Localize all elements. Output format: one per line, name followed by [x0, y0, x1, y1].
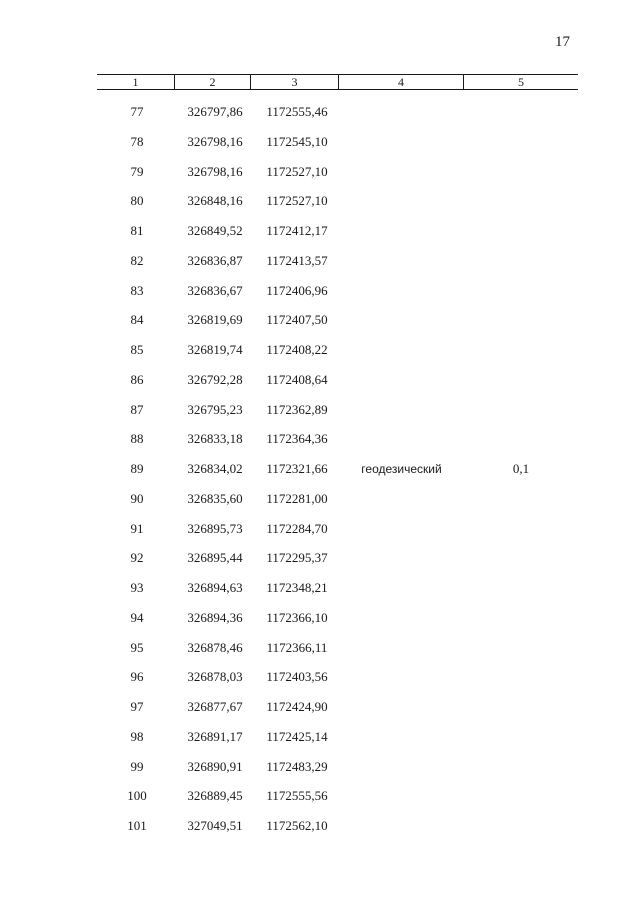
cell-accuracy	[464, 816, 578, 846]
cell-coord-x: 326835,60	[187, 490, 243, 506]
cell-accuracy: 0,1	[512, 461, 530, 476]
cell-coord-x: 326836,87	[187, 252, 243, 268]
table-row	[97, 638, 578, 668]
cell-coord-x: 326795,23	[187, 401, 243, 417]
cell-coord-x: 326878,03	[187, 669, 243, 685]
cell-method	[339, 786, 464, 816]
table-header	[97, 74, 578, 90]
cell-accuracy	[464, 489, 578, 519]
cell-coord-y: 1172321,66	[266, 461, 328, 476]
cell-method	[339, 429, 464, 459]
cell-point-number: 80	[130, 193, 144, 209]
cell-accuracy	[464, 191, 578, 221]
cell-point-number: 86	[130, 371, 144, 387]
cell-coord-x: 326890,91	[187, 758, 243, 774]
cell-method	[339, 400, 464, 430]
cell-coord-y: 1172425,14	[266, 728, 328, 744]
cell-coord-x: 326894,63	[187, 580, 243, 595]
cell-coord-y: 1172424,90	[266, 699, 328, 714]
table-row	[97, 310, 578, 340]
cell-point-number: 85	[130, 342, 144, 357]
cell-coord-y: 1172545,10	[266, 133, 328, 149]
cell-point-number: 96	[130, 669, 144, 685]
cell-coord-x: 326895,44	[187, 550, 243, 566]
table-row	[97, 727, 578, 757]
cell-point-number: 78	[130, 133, 144, 149]
cell-accuracy	[464, 102, 578, 132]
cell-method	[339, 191, 464, 221]
cell-method	[339, 727, 464, 757]
table-row	[97, 489, 578, 519]
cell-point-number: 79	[130, 163, 144, 179]
cell-point-number: 97	[130, 699, 144, 714]
cell-coord-x: 326849,52	[187, 223, 243, 238]
cell-coord-y: 1172562,10	[266, 818, 328, 833]
table-row	[97, 162, 578, 192]
cell-method	[339, 221, 464, 251]
cell-coord-y: 1172413,57	[266, 252, 328, 268]
cell-method	[339, 578, 464, 608]
table-row	[97, 370, 578, 400]
cell-accuracy	[464, 429, 578, 459]
cell-coord-y: 1172281,00	[266, 490, 328, 506]
cell-accuracy	[464, 667, 578, 697]
cell-accuracy	[464, 310, 578, 340]
cell-coord-x: 326891,17	[187, 728, 243, 744]
cell-accuracy	[464, 608, 578, 638]
cell-coord-x: 326819,74	[187, 342, 243, 357]
cell-method	[339, 340, 464, 370]
table-row	[97, 400, 578, 430]
cell-coord-y: 1172284,70	[266, 520, 328, 536]
cell-method	[339, 281, 464, 311]
cell-coord-y: 1172408,64	[266, 371, 328, 387]
cell-coord-y: 1172408,22	[266, 342, 328, 357]
cell-method	[339, 757, 464, 787]
cell-method: геодезический	[361, 462, 442, 476]
header-col-4: 4	[339, 75, 464, 89]
cell-coord-y: 1172412,17	[266, 223, 328, 238]
table-body	[97, 102, 578, 846]
table-row	[97, 429, 578, 459]
cell-coord-y: 1172527,10	[266, 163, 328, 179]
cell-coord-x: 326819,69	[187, 312, 243, 328]
cell-point-number: 87	[130, 401, 144, 417]
header-col-1: 1	[97, 75, 175, 89]
header-col-5: 5	[518, 75, 524, 89]
table-row	[97, 221, 578, 251]
cell-coord-x: 326878,46	[187, 639, 243, 655]
table-row	[97, 697, 578, 727]
cell-coord-y: 1172403,56	[266, 669, 328, 685]
page-number: 17	[555, 34, 570, 50]
table-row	[97, 519, 578, 549]
table-row	[97, 459, 578, 489]
cell-coord-x: 326895,73	[187, 520, 243, 536]
cell-point-number: 81	[130, 223, 144, 238]
cell-point-number: 101	[127, 818, 147, 833]
cell-accuracy	[464, 548, 578, 578]
cell-coord-y: 1172555,46	[266, 104, 328, 119]
cell-method	[339, 162, 464, 192]
cell-point-number: 83	[130, 282, 144, 298]
cell-method	[339, 251, 464, 281]
cell-method	[339, 519, 464, 549]
table-row	[97, 191, 578, 221]
cell-method	[339, 638, 464, 668]
cell-coord-x: 327049,51	[187, 818, 243, 833]
cell-accuracy	[464, 281, 578, 311]
cell-point-number: 89	[130, 461, 144, 476]
cell-accuracy	[464, 578, 578, 608]
cell-method	[339, 102, 464, 132]
cell-accuracy	[464, 786, 578, 816]
cell-accuracy	[464, 340, 578, 370]
cell-accuracy	[464, 370, 578, 400]
table-row	[97, 548, 578, 578]
table-row	[97, 667, 578, 697]
cell-coord-y: 1172366,10	[266, 609, 328, 625]
cell-point-number: 98	[130, 728, 144, 744]
table-row	[97, 578, 578, 608]
cell-accuracy	[464, 162, 578, 192]
cell-method	[339, 548, 464, 578]
cell-coord-x: 326834,02	[187, 461, 243, 476]
cell-accuracy	[464, 757, 578, 787]
cell-coord-y: 1172527,10	[266, 193, 328, 209]
cell-point-number: 99	[130, 758, 144, 774]
cell-point-number: 90	[130, 490, 144, 506]
cell-coord-y: 1172362,89	[266, 401, 328, 417]
cell-accuracy	[464, 400, 578, 430]
cell-method	[339, 132, 464, 162]
table-row	[97, 132, 578, 162]
cell-method	[339, 667, 464, 697]
cell-coord-x: 326798,16	[187, 133, 243, 149]
cell-coord-x: 326889,45	[187, 788, 243, 804]
cell-method	[339, 370, 464, 400]
table-row	[97, 340, 578, 370]
cell-point-number: 91	[130, 520, 144, 536]
header-col-2: 2	[175, 75, 251, 89]
cell-coord-x: 326877,67	[187, 699, 243, 714]
cell-point-number: 94	[130, 609, 144, 625]
cell-accuracy	[464, 221, 578, 251]
table-row	[97, 281, 578, 311]
cell-point-number: 95	[130, 639, 144, 655]
table-row	[97, 816, 578, 846]
cell-coord-y: 1172366,11	[266, 639, 328, 655]
cell-accuracy	[464, 697, 578, 727]
cell-accuracy	[464, 132, 578, 162]
cell-accuracy	[464, 638, 578, 668]
cell-coord-y: 1172295,37	[266, 550, 328, 566]
cell-method	[339, 697, 464, 727]
cell-method	[339, 608, 464, 638]
cell-point-number: 93	[130, 580, 144, 595]
table-row	[97, 608, 578, 638]
cell-accuracy	[464, 727, 578, 757]
cell-coord-y: 1172407,50	[266, 312, 328, 328]
cell-point-number: 84	[130, 312, 144, 328]
cell-coord-x: 326792,28	[187, 371, 243, 387]
cell-accuracy	[464, 519, 578, 549]
cell-coord-y: 1172406,96	[266, 282, 328, 298]
cell-coord-y: 1172555,56	[266, 788, 328, 804]
cell-point-number: 100	[127, 788, 147, 804]
cell-coord-x: 326894,36	[187, 609, 243, 625]
cell-coord-x: 326836,67	[187, 282, 243, 298]
cell-method	[339, 489, 464, 519]
table-row	[97, 251, 578, 281]
cell-coord-x: 326833,18	[187, 431, 243, 447]
cell-coord-x: 326797,86	[187, 104, 243, 119]
cell-coord-x: 326798,16	[187, 163, 243, 179]
cell-point-number: 88	[130, 431, 144, 447]
table-row	[97, 102, 578, 132]
table-row	[97, 757, 578, 787]
cell-point-number: 92	[130, 550, 144, 566]
table-row	[97, 786, 578, 816]
cell-coord-x: 326848,16	[187, 193, 243, 209]
cell-accuracy	[464, 251, 578, 281]
cell-method	[339, 310, 464, 340]
cell-method	[339, 816, 464, 846]
cell-point-number: 82	[130, 252, 144, 268]
cell-coord-y: 1172483,29	[266, 758, 328, 774]
cell-coord-y: 1172364,36	[266, 431, 328, 447]
cell-point-number: 77	[130, 104, 144, 119]
header-col-3: 3	[251, 75, 339, 89]
cell-coord-y: 1172348,21	[266, 580, 328, 595]
